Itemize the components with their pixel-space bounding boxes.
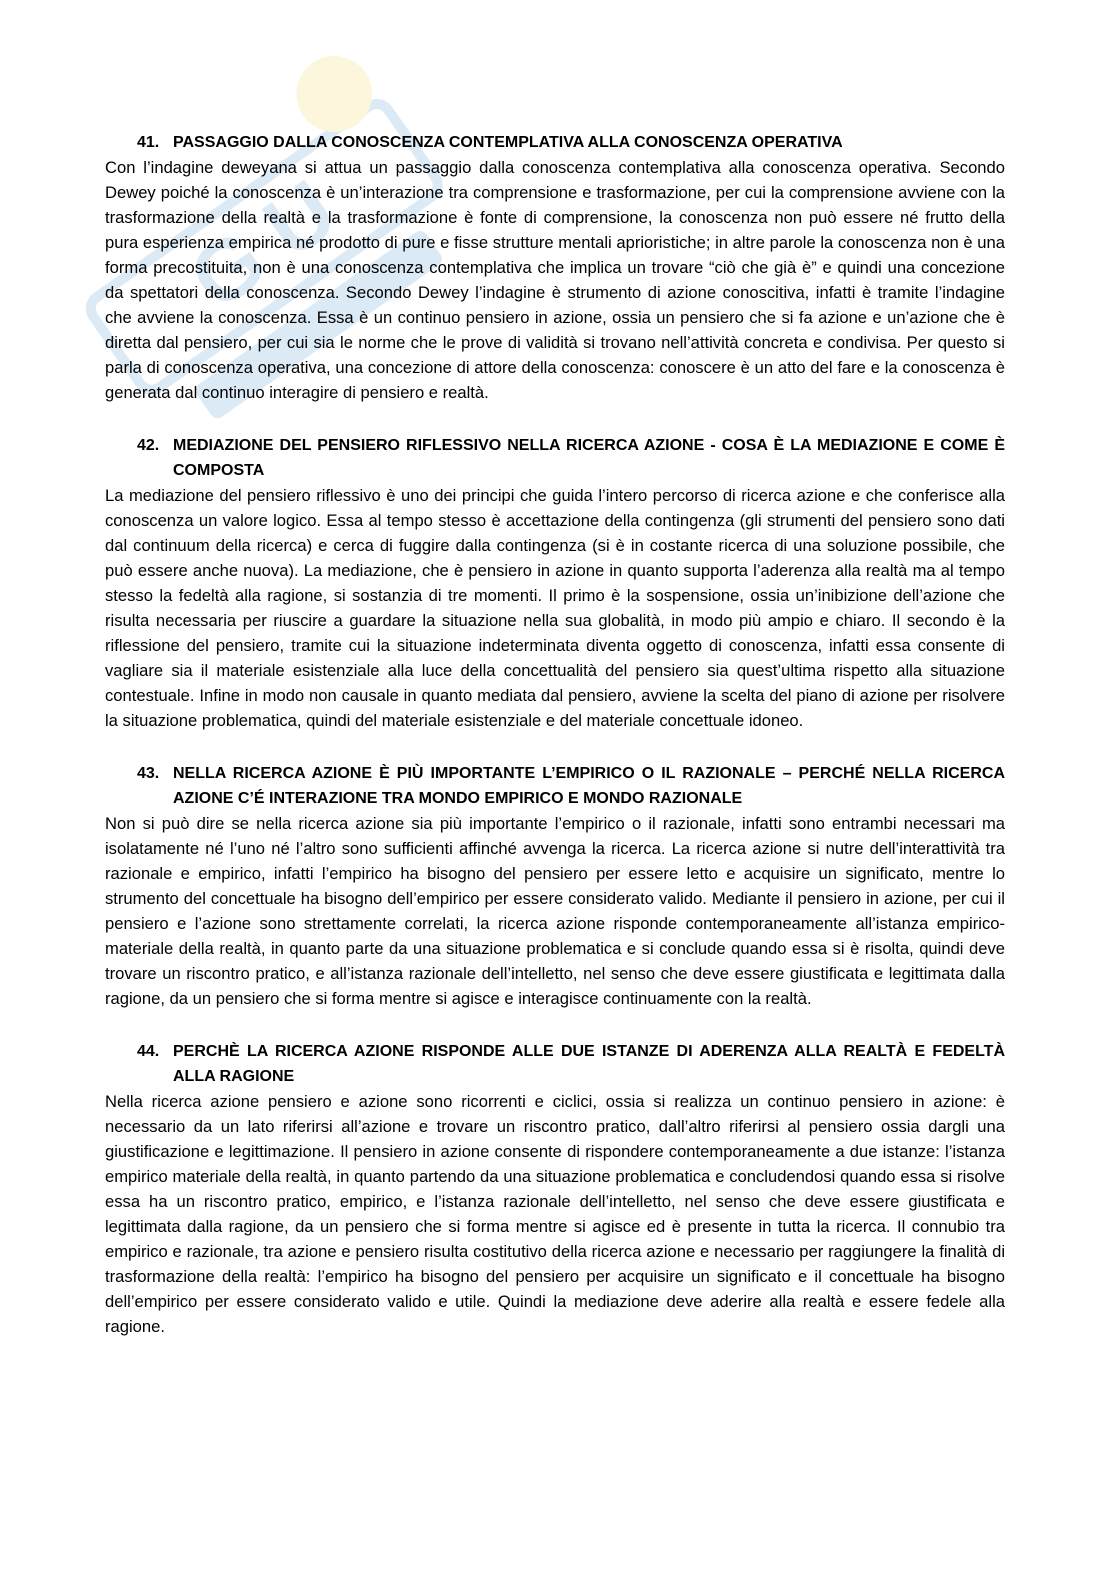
section-heading [105,1039,1005,1089]
section-number: 43. [137,765,160,782]
section-title: PERCHÈ LA RICERCA AZIONE RISPONDE ALLE DUE ISTANZE DI ADERENZA ALLA REALTÀ E FEDELTÀ ALLA RAGIONE [173,1043,1005,1085]
section-number-wrapper [105,433,173,483]
section-number: 41. [137,134,160,151]
section-heading [105,761,1005,811]
section-number-wrapper [105,130,173,155]
section-41 [105,130,1005,405]
section-number: 44. [137,1043,160,1060]
section-44 [105,1039,1005,1339]
section-title: MEDIAZIONE DEL PENSIERO RIFLESSIVO NELLA RICERCA AZIONE - COSA È LA MEDIAZIONE E COME È COMPOSTA [173,437,1005,479]
section-title: NELLA RICERCA AZIONE È PIÙ IMPORTANTE L’EMPIRICO O IL RAZIONALE – PERCHÉ NELLA RICERCA AZIONE C’É INTERAZIONE TRA MONDO EMPIRICO E MONDO RAZIONALE [173,765,1005,807]
section-body: Non si può dire se nella ricerca azione sia più importante l’empirico o il razionale, infatti sono entrambi necessari ma isolatamente né l’uno né l’altro sono sufficienti affinché avvenga la ricerca. La ricerca azione si nutre dell’interattività tra razionale e empirico, infatti l’empirico ha bisogno del pensiero per essere letto e acquisire un significato, mentre lo strumento del concettuale ha bisogno dell’empirico per essere considerato valido. Mediante il pensiero in azione, per cui il pensiero e l’azione sono strettamente correlati, la ricerca azione risponde contemporaneamente all’istanza empirico-materiale della realtà, in quanto parte da una situazione problematica e si conclude quando essa si è risolta, quindi deve trovare un riscontro pratico, e all’istanza razionale dell’intelletto, nel senso che deve essere giustificata e legittimata dalla ragione, da un pensiero che si forma mentre si agisce e interagisce continuamente con la realtà. [105,814,1005,1008]
section-number: 42. [137,437,160,454]
section-heading [105,130,1005,155]
section-42 [105,433,1005,733]
section-43 [105,761,1005,1011]
section-number-wrapper [105,1039,173,1089]
section-number-wrapper [105,761,173,811]
section-title: PASSAGGIO DALLA CONOSCENZA CONTEMPLATIVA ALLA CONOSCENZA OPERATIVA [173,134,843,151]
section-body: Con l’indagine deweyana si attua un passaggio dalla conoscenza contemplativa alla conoscenza operativa. Secondo Dewey poiché la conoscenza è un’interazione tra comprensione e trasformazione, per cui la comprensione avviene con la trasformazione della realtà e la trasformazione è fonte di comprensione, la conoscenza non può essere né frutto della pura esperienza empirica né prodotto di pure e fisse strutture mentali aprioristiche; in altre parole la conoscenza non è una forma precostituita, non è una conoscenza contemplativa che implica un trovare “ciò che già è” e quindi una concezione da spettatori della conoscenza. Secondo Dewey l’indagine è strumento di azione conoscitiva, infatti è tramite l’indagine che avviene la conoscenza. Essa è un continuo pensiero in azione, ossia un pensiero che si fa azione e un’azione che è diretta dal pensiero, per cui sia le norme che le prove di validità si trovano nell’attività concreta e condivisa. Per questo si parla di conoscenza operativa, una concezione di attore della conoscenza: conoscere è un atto del fare e la conoscenza è generata dal continuo interagire di pensiero e realtà. [105,158,1005,402]
section-body: La mediazione del pensiero riflessivo è uno dei principi che guida l’intero percorso di ricerca azione e che conferisce alla conoscenza un valore logico. Essa al tempo stesso è accettazione della contingenza (gli strumenti del pensiero sono dati dal continuum della ricerca) e cerca di fuggire dalla contingenza (si è in costante ricerca di una soluzione possibile, che può essere anche nuova). La mediazione, che è pensiero in azione in quanto supporta l’aderenza alla realtà ma al tempo stesso la fedeltà alla ragione, si sostanzia di tre momenti. Il primo è la sospensione, ossia un’inibizione dell’azione che risulta necessaria per riuscire a guardare la situazione nella sua globalità, in modo più ampio e chiaro. Il secondo è la riflessione del pensiero, tramite cui la situazione indeterminata diventa oggetto di conoscenza, infatti essa consente di vagliare sia il materiale esistenziale alla luce della concettualità del pensiero sia quest’ultima rispetto alla situazione contestuale. Infine in modo non causale in quanto mediata dal pensiero, avviene la scelta del piano di azione per risolvere la situazione problematica, quindi del materiale esistenziale e del materiale concettuale idoneo. [105,486,1005,730]
svg-text:G U: G U [172,161,354,329]
document-content [105,130,1005,1367]
section-heading [105,433,1005,483]
section-body: Nella ricerca azione pensiero e azione sono ricorrenti e ciclici, ossia si realizza un continuo pensiero in azione: è necessario da un lato riferirsi all’azione e trovare un riscontro pratico, dall’altro riferirsi al pensiero ossia dargli una giustificazione e legittimazione. Il pensiero in azione consente di rispondere contemporaneamente a due istanze: l’istanza empirico materiale della realtà, in quanto partendo da una situazione problematica e concludendosi quando essa si risolve essa ha un riscontro pratico, empirico, e l’istanza razionale dell’intelletto, nel senso che deve essere giustificata e legittimata dalla ragione, da un pensiero che si forma mentre si agisce ed è presente in tutta la ricerca. Il connubio tra empirico e razionale, tra azione e pensiero risulta costitutivo della ricerca azione e necessario per raggiungere la finalità di trasformazione della realtà: l’empirico ha bisogno del pensiero per acquisire un significato e il concettuale ha bisogno dell’empirico per essere considerato valido e utile. Quindi la mediazione deve aderire alla realtà e essere fedele alla ragione. [105,1092,1005,1336]
